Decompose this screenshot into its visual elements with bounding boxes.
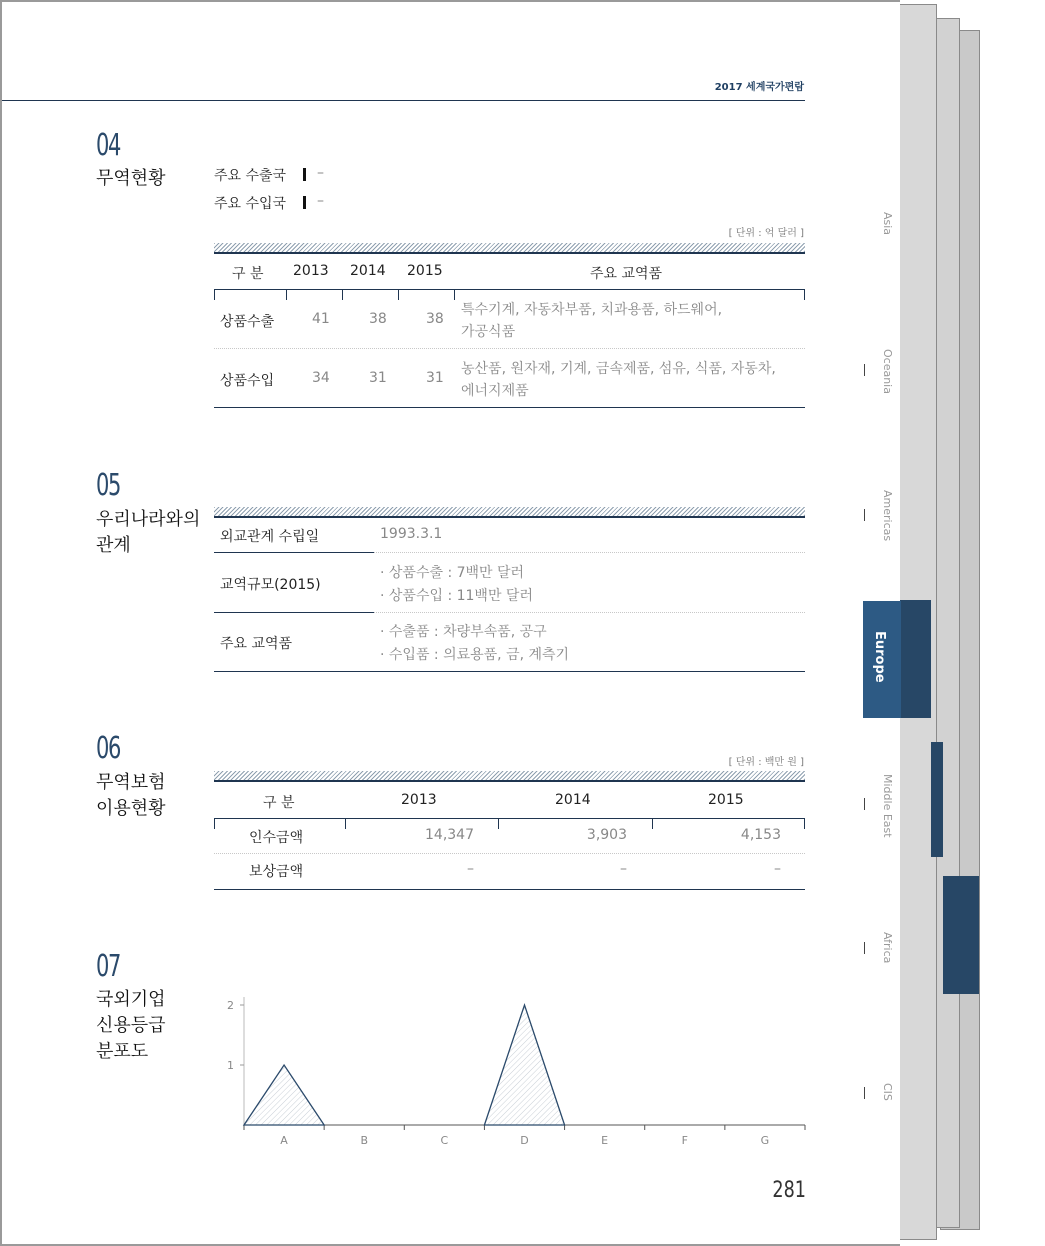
column-divider [286,289,287,300]
table-cell-2015: 38 [426,311,444,327]
unit-label: [ 단위 : 억 달러 ] [728,228,804,239]
column-divider [454,289,455,300]
column-divider [804,818,805,829]
side-tab-europe[interactable] [863,601,901,718]
export-countries-label: 주요 수출국 [214,168,287,184]
y-tick-label: 1 [227,1059,234,1072]
column-header-2014: 2014 [350,263,386,279]
x-tick-label-b: B [360,1134,368,1147]
table-cell-2015: 4,153 [740,827,781,843]
table-top-hatch [214,243,805,252]
relations-row-value: · 수출품 : 차량부속품, 공구 [380,624,547,640]
table-cell-2014: 3,903 [586,827,627,843]
section-number-06: 06 [96,731,120,766]
row-divider [214,853,805,854]
column-divider [214,289,215,300]
table-cell-goods: 농산품, 원자재, 기계, 금속제품, 섬유, 식품, 자동차, [461,361,776,377]
section-title-credit-3: 분포도 [96,1041,149,1062]
header-rule [2,100,805,101]
table-top-rule [214,780,805,782]
column-header-2013: 2013 [401,792,437,808]
page-number: 281 [772,1178,806,1203]
edge-tab-marker-0 [897,600,931,718]
section-number-04: 04 [96,128,120,163]
table-row-label: 상품수출 [220,314,275,330]
table-cell-2014: 31 [369,370,387,386]
section-number-07: 07 [96,949,120,984]
section-title-credit-1: 국외기업 [96,989,166,1010]
x-tick-label-a: A [280,1134,288,1147]
column-divider [398,289,399,300]
column-header-category: 구 분 [263,795,295,811]
column-divider [345,818,346,829]
side-tab-cis[interactable]: CIS [881,1083,894,1101]
table-cell-2013: 41 [312,311,330,327]
side-tab-oceania[interactable]: Oceania [881,349,894,394]
table-bottom-rule [214,671,805,672]
edge-tab-marker-1 [931,742,943,857]
label-col-rule [214,612,374,613]
column-header-2014: 2014 [555,792,591,808]
table-cell-goods: 특수기계, 자동차부품, 치과용품, 하드웨어, [461,302,723,318]
section-title-relations-2: 관계 [96,535,131,556]
y-tick-label: 2 [227,999,234,1012]
relations-row-value-cont: · 상품수입 : 11백만 달러 [380,588,533,604]
table-top-hatch [214,507,805,516]
relations-row-value: 1993.3.1 [380,526,443,542]
table-row-label: 인수금액 [249,830,304,846]
table-cell-2015: 31 [426,370,444,386]
table-top-rule [214,252,805,254]
table-cell-2013: 34 [312,370,330,386]
distribution-peak-a [244,1065,324,1125]
side-tab-africa[interactable]: Africa [881,932,894,964]
section-title-insurance-1: 무역보험 [96,772,166,793]
column-divider [214,818,215,829]
section-title-credit-2: 신용등급 [96,1015,166,1036]
table-top-rule [214,516,805,518]
table-cell-goods-cont: 가공식품 [461,324,516,340]
section-title-insurance-2: 이용현황 [96,798,166,819]
table-cell-2014: – [620,861,627,877]
import-countries-label: 주요 수입국 [214,196,287,212]
side-tab-asia[interactable]: Asia [881,212,894,236]
relations-row-value-cont: · 수입품 : 의료용품, 금, 계측기 [380,647,570,663]
column-header-category: 구 분 [232,266,264,282]
label-bar-icon [303,168,306,181]
unit-label: [ 단위 : 백만 원 ] [728,757,804,768]
section-title-trade: 무역현황 [96,168,166,189]
distribution-peak-d [484,1005,564,1125]
column-divider [804,289,805,300]
header-bottom-rule [214,818,805,819]
table-bottom-rule [214,889,805,890]
relations-row-label: 교역규모(2015) [220,577,321,593]
column-divider [498,818,499,829]
table-row-label: 보상금액 [249,864,304,880]
section-title-relations-1: 우리나라와의 [96,509,201,530]
row-divider [374,612,805,613]
relations-row-label: 주요 교역품 [220,636,293,652]
column-header-2013: 2013 [293,263,329,279]
x-tick-label-e: E [601,1134,609,1147]
side-tab-middle-east[interactable]: Middle East [881,774,894,838]
relations-row-label: 외교관계 수립일 [220,529,320,545]
side-tab-americas[interactable]: Americas [881,490,894,542]
export-countries-value: – [317,165,324,181]
table-cell-2015: – [774,861,781,877]
credit-rating-chart [212,987,812,1152]
x-tick-label-d: D [520,1134,529,1147]
column-divider [342,289,343,300]
x-tick-label-f: F [681,1134,688,1147]
x-tick-label-g: G [760,1134,770,1147]
column-header-2015: 2015 [708,792,744,808]
import-countries-value: – [317,193,324,209]
column-header-goods: 주요 교역품 [590,266,663,282]
label-col-rule [214,552,374,553]
label-bar-icon [303,196,306,209]
edge-tab-marker-2 [943,876,979,994]
header-bottom-rule [214,289,805,290]
table-cell-2014: 38 [369,311,387,327]
table-top-hatch [214,771,805,780]
relations-row-value: · 상품수출 : 7백만 달러 [380,565,525,581]
table-bottom-rule [214,407,805,408]
row-divider [214,348,805,349]
section-number-05: 05 [96,468,120,503]
table-row-label: 상품수입 [220,373,275,389]
column-header-2015: 2015 [407,263,443,279]
column-divider [652,818,653,829]
table-cell-2013: – [467,861,474,877]
side-tab-europe-label: Europe [872,631,887,683]
table-cell-goods-cont: 에너지제품 [461,383,529,399]
book-title: 2017 세계국가편람 [714,82,804,93]
row-divider [374,552,805,553]
table-cell-2013: 14,347 [425,827,474,843]
x-tick-label-c: C [440,1134,449,1147]
